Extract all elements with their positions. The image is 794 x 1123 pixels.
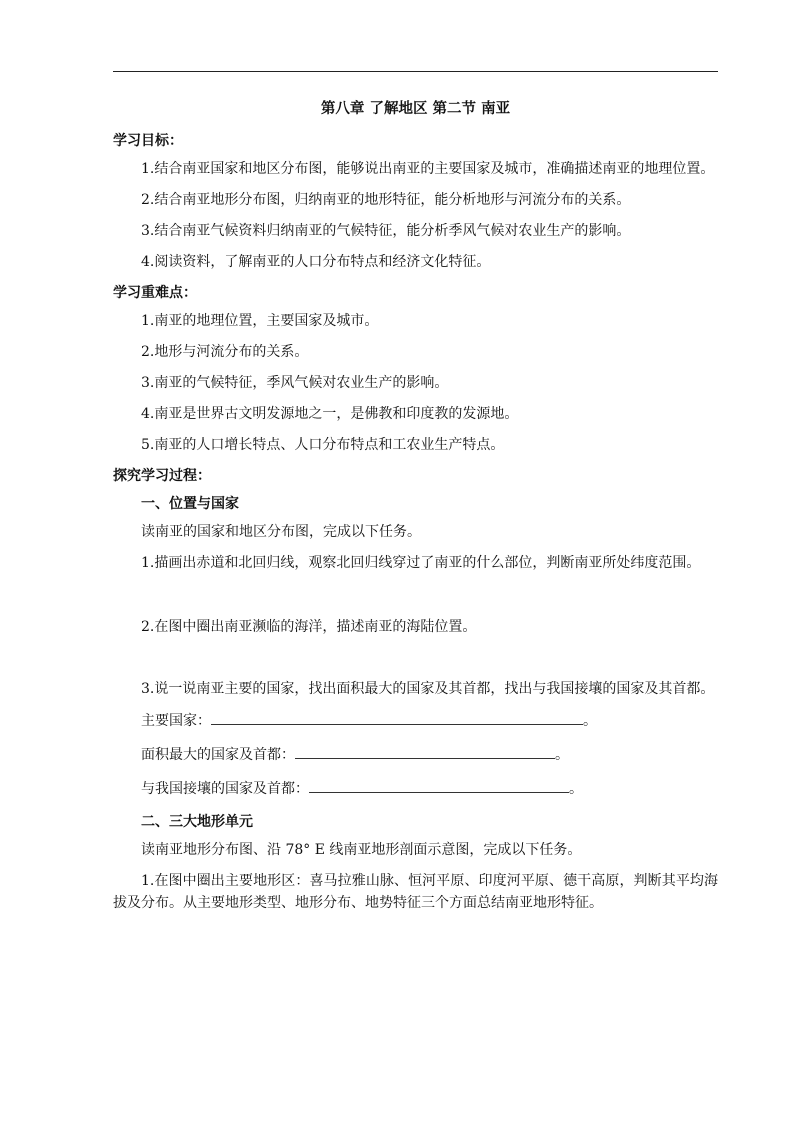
part2-intro: 读南亚地形分布图、沿 78° E 线南亚地形剖面示意图，完成以下任务。 xyxy=(141,842,582,858)
fill-bordering-country xyxy=(113,777,718,800)
blank-line[interactable] xyxy=(309,777,569,793)
page-title: 第八章 了解地区 第二节 南亚 xyxy=(320,100,511,117)
part1-task1: 1.描画出赤道和北回归线，观察北回归线穿过了南亚的什么部位，判断南亚所处纬度范围。 xyxy=(141,555,701,571)
keypoint-item: 2.地形与河流分布的关系。 xyxy=(141,344,309,360)
objectives-heading: 学习目标： xyxy=(113,133,183,149)
blank-line[interactable] xyxy=(295,743,555,759)
part1-intro: 读南亚的国家和地区分布图，完成以下任务。 xyxy=(141,524,421,540)
fill-label: 与我国接壤的国家及首都： xyxy=(141,781,309,797)
process-heading: 探究学习过程： xyxy=(113,468,211,484)
keypoint-item: 4.南亚是世界古文明发源地之一，是佛教和印度教的发源地。 xyxy=(141,406,519,422)
keypoint-item: 1.南亚的地理位置，主要国家及城市。 xyxy=(141,313,379,329)
fill-label: 面积最大的国家及首都： xyxy=(141,747,295,763)
fill-label: 主要国家： xyxy=(141,713,211,729)
keypoints-heading: 学习重难点： xyxy=(113,285,197,301)
fill-main-countries xyxy=(113,709,718,732)
fill-largest-country xyxy=(113,743,718,766)
part1-heading: 一、位置与国家 xyxy=(141,496,239,512)
objective-item: 2.结合南亚地形分布图，归纳南亚的地形特征，能分析地形与河流分布的关系。 xyxy=(141,192,631,208)
keypoint-item: 5.南亚的人口增长特点、人口分布特点和工农业生产特点。 xyxy=(141,437,505,453)
part1-task3: 3.说一说南亚主要的国家，找出面积最大的国家及其首都，找出与我国接壤的国家及其首都。 xyxy=(141,681,715,697)
fill-end: 。 xyxy=(583,713,597,729)
answer-space xyxy=(113,647,718,678)
blank-line[interactable] xyxy=(211,709,583,725)
objective-item: 4.阅读资料，了解南亚的人口分布特点和经济文化特征。 xyxy=(141,254,491,270)
part1-task2: 2.在图中圈出南亚濒临的海洋，描述南亚的海陆位置。 xyxy=(141,619,477,635)
fill-end: 。 xyxy=(555,747,569,763)
fill-end: 。 xyxy=(569,781,583,797)
document-content xyxy=(113,98,718,923)
objective-item: 3.结合南亚气候资料归纳南亚的气候特征，能分析季风气候对农业生产的影响。 xyxy=(141,223,631,239)
objective-item: 1.结合南亚国家和地区分布图，能够说出南亚的主要国家及城市，准确描述南亚的地理位置。 xyxy=(141,161,715,177)
header-rule xyxy=(113,71,718,72)
part2-task1: 1.在图中圈出主要地形区：喜马拉雅山脉、恒河平原、印度河平原、德干高原，判断其平均海拔及分布。从主要地形类型、地形分布、地势特征三个方面总结南亚地形特征。 xyxy=(113,873,718,911)
part2-heading: 二、三大地形单元 xyxy=(141,814,253,830)
keypoint-item: 3.南亚的气候特征，季风气候对农业生产的影响。 xyxy=(141,375,449,391)
answer-space xyxy=(113,583,718,616)
